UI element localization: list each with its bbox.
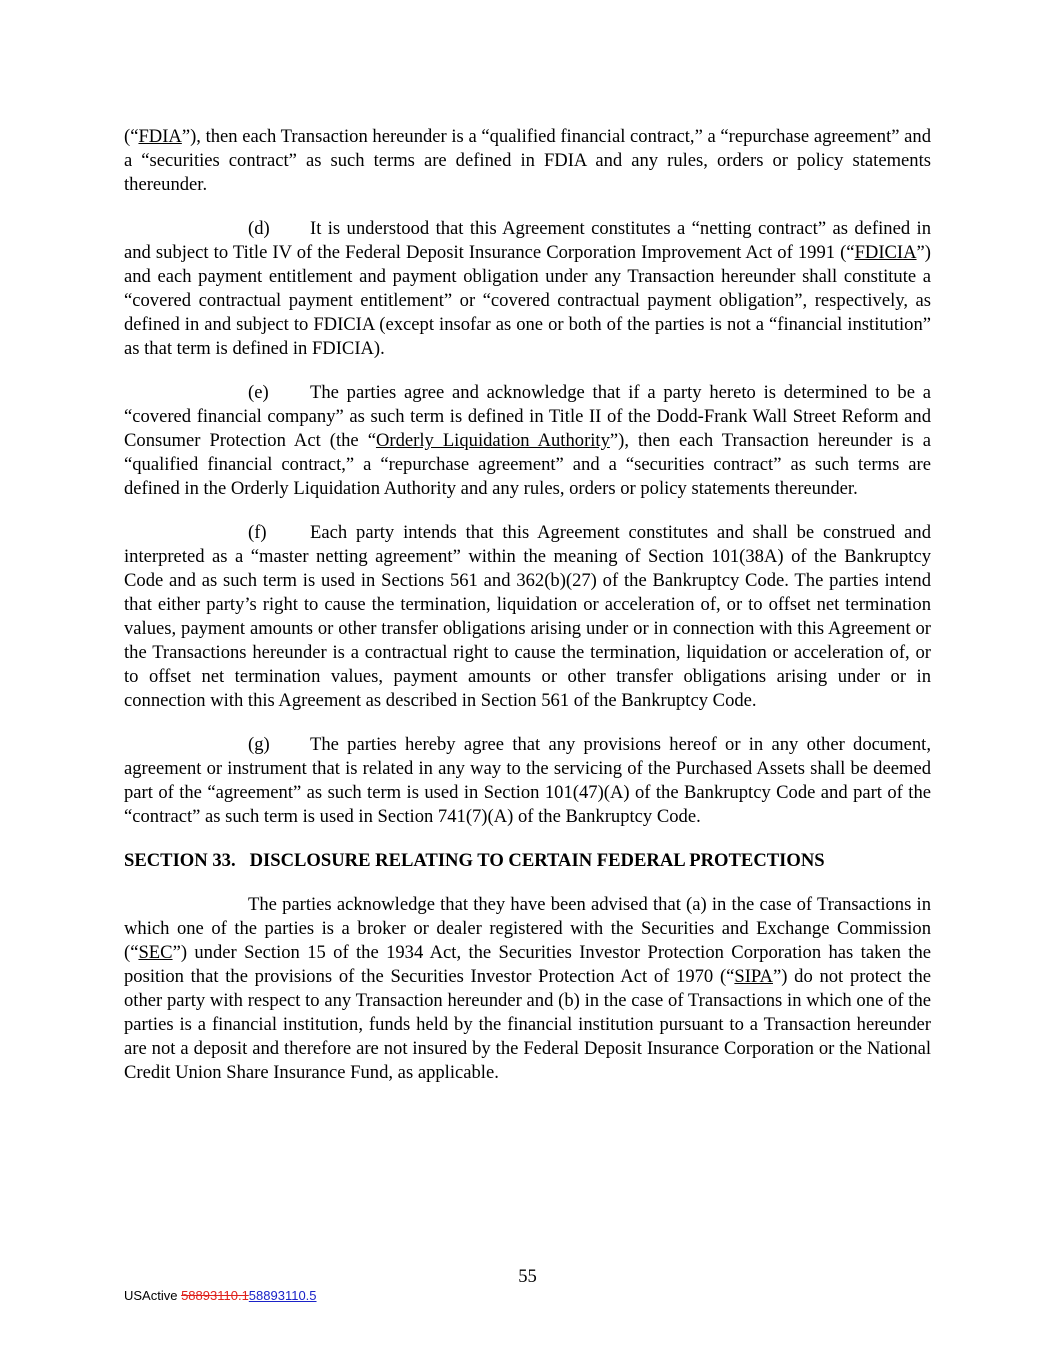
paragraph-section-33 [124,893,931,1085]
paragraph-e [124,381,931,501]
paragraph-number: (e) [248,382,269,403]
defined-term-sipa: SIPA [734,966,773,987]
text: Each party intends that this Agreement constitutes and shall be construed and interpreted as a “master netting agreement” within the meaning of Section 101(38A) of the Bankruptcy Code and as such term is used in Sections 561 and 362(b)(27) of the Bankruptcy Code. The parties intend that either party’s right to cause the termination, liquidation or acceleration of, or to offset net termination values, payment amounts or other transfer obligations arising under or in connection with this Agreement or the Transactions hereunder is a contractual right to cause the termination, liquidation or acceleration of, or to offset net termination values, payment amounts or other transfer obligations arising under or in connection with this Agreement as described in Section 561 of the Bankruptcy Code. [124,522,931,711]
paragraph-number: (d) [248,218,270,239]
paragraph-number: (g) [248,734,270,755]
text: ”), then each Transaction hereunder is a “qualified financial contract,” a “repurchase agreement” and a “securities contract” as such terms are defined in FDIA and any rules, orders or policy statements thereunder. [124,126,931,195]
defined-term-fdicia: FDICIA [854,242,917,263]
text: (“ [124,126,139,147]
defined-term-orderly-liquidation-authority: Orderly Liquidation Authority [375,430,610,451]
paragraph-d [124,217,931,361]
text: The parties acknowledge that they have been advised that (a) in the case of Transactions in which one of the parties is a broker or dealer registered with the Securities and Exchange Commission (“ [124,894,931,963]
text: ”) under Section 15 of the 1934 Act, the Securities Investor Protection Corporation has taken the position that the provisions of the Securities Investor Protection Act of 1970 (“ [124,942,931,987]
text: ”) and each payment entitlement and payment obligation under any Transaction hereunder shall constitute a “covered contractual payment entitlement” or “covered contractual payment obligation”, respectively, as defined in and subject to FDICIA (except insofar as one or both of the parties is not a “financial institution” as that term is defined in FDICIA). [124,242,931,359]
section-33-heading [124,849,931,873]
document-footer [124,1288,317,1303]
document-body [124,125,931,1085]
defined-term-fdia: FDIA [138,126,182,147]
text: ”), then each Transaction hereunder is a “qualified financial contract,” a “repurchase agreement” and a “securities contract” as such terms are defined in the Orderly Liquidation Authority and any rules, orders or policy statements thereunder. [124,430,931,499]
text: It is understood that this Agreement constitutes a “netting contract” as defined in and subject to Title IV of the Federal Deposit Insurance Corporation Improvement Act of 1991 (“ [124,218,931,263]
inserted-doc-id: 58893110.5 [248,1288,317,1303]
defined-term-sec: SEC [138,942,173,963]
paragraph-f [124,521,931,713]
text: The parties hereby agree that any provisions hereof or in any other document, agreement or instrument that is related in any way to the servicing of the Purchased Assets shall be deemed part of the “agreement” as such term is used in Section 101(47)(A) of the Bankruptcy Code and part of the “contract” as such term is used in Section 741(7)(A) of the Bankruptcy Code. [124,734,931,827]
paragraph-c-continued [124,125,931,197]
section-number: SECTION 33. [124,850,236,871]
deleted-doc-id: 58893110.1 [181,1288,249,1303]
footer-label: USActive [124,1288,182,1303]
page-number: 55 [518,1266,537,1287]
paragraph-number: (f) [248,522,267,543]
text: ”) do not protect the other party with respect to any Transaction hereunder and (b) in the case of Transactions in which one of the parties is a financial institution, funds held by the financial institution pursuant to a Transaction hereunder are not a deposit and therefore are not insured by the Federal Deposit Insurance Corporation or the National Credit Union Share Insurance Fund, as applicable. [124,966,931,1083]
section-title: DISCLOSURE RELATING TO CERTAIN FEDERAL PROTECTIONS [249,850,825,871]
paragraph-g [124,733,931,829]
text: The parties agree and acknowledge that if a party hereto is determined to be a “covered financial company” as such term is defined in Title II of the Dodd-Frank Wall Street Reform and Consumer Protection Act (the “ [124,382,931,451]
